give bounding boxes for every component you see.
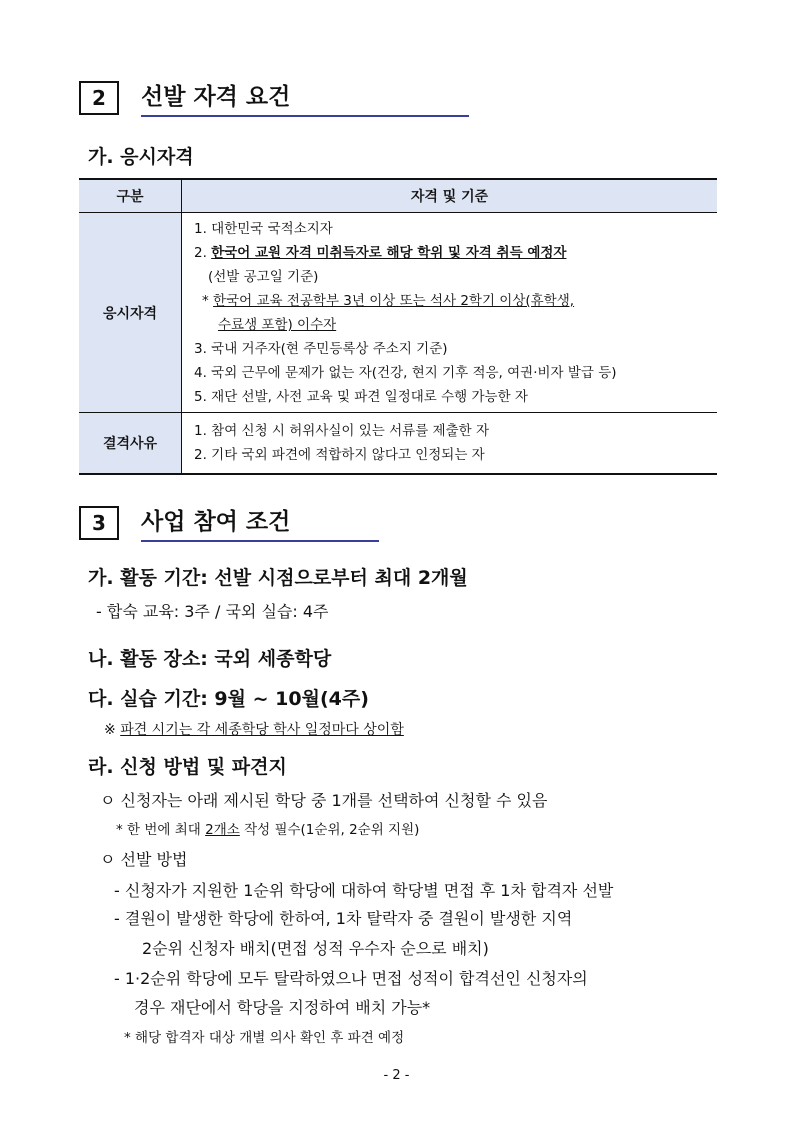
qualification-table [79,178,717,475]
criteria-note-cont [194,313,707,337]
note-text: 파견 시기는 각 세종학당 학사 일정마다 상이함 [120,722,404,738]
note-emphasis: 2개소 [205,822,240,838]
table-header-category: 구분 [79,179,182,213]
criteria-item: 4. 국외 근무에 문제가 없는 자(건강, 현지 기후 적응, 여권·비자 발급 등) [194,365,617,381]
selection-item-cont: 경우 재단에서 학당을 지정하여 배치 가능* [134,998,431,1017]
row-label-eligibility: 응시자격 [79,213,182,413]
table-row [79,413,717,475]
note-mark: ※ [104,722,121,738]
activity-place-title: 나. 활동 장소: 국외 세종학당 [88,648,332,670]
page-number: - 2 - [383,1068,410,1083]
criteria-item: (선발 공고일 기준) [208,269,319,285]
note-text: * 한 번에 최대 [116,822,206,838]
note-text: 수료생 포함) 이수자 [218,317,337,333]
section-2-header [79,81,479,117]
row-label-disqualification: 결격사유 [79,413,182,475]
disqualification-criteria [182,413,718,475]
section-number-box: 2 [79,81,119,115]
table-header-row [79,179,717,213]
criteria-item: 2. 기타 국외 파견에 적합하지 않다고 인정되는 자 [194,447,485,463]
selection-item-cont: 2순위 신청자 배치(면접 성적 우수자 순으로 배치) [142,939,489,958]
selection-item: - 1·2순위 학당에 모두 탈락하였으나 면접 성적이 합격선인 신청자의 [114,969,588,988]
criteria-note [194,289,707,313]
practice-period-note [104,719,404,739]
selection-item: - 결원이 발생한 학당에 한하여, 1차 탈락자 중 결원이 발생한 지역 [114,909,573,928]
eligibility-criteria [182,213,718,413]
activity-period-detail: - 합숙 교육: 3주 / 국외 실습: 4주 [96,602,329,621]
note-text: 작성 필수(1순위, 2순위 지원) [239,822,420,838]
criteria-emphasis: 한국어 교원 자격 미취득자로 해당 학위 및 자격 취득 예정자 [211,245,567,261]
criteria-item: 3. 국내 거주자(현 주민등록상 주소지 기준) [194,341,448,357]
note-text: 한국어 교육 전공학부 3년 이상 또는 석사 2학기 이상(휴학생, [213,293,575,309]
criteria-item [194,241,707,265]
section-number-box: 3 [79,506,119,540]
section-title-underline [141,115,469,117]
selection-note: * 해당 합격자 대상 개별 의사 확인 후 파견 예정 [124,1030,405,1046]
criteria-item: 1. 대한민국 국적소지자 [194,221,333,237]
section-title: 사업 참여 조건 [141,509,291,535]
activity-period-title: 가. 활동 기간: 선발 시점으로부터 최대 2개월 [88,567,468,589]
table-header-criteria: 자격 및 기준 [182,179,718,213]
selection-item: - 신청자가 지원한 1순위 학당에 대하여 학당별 면접 후 1차 합격자 선발 [114,881,614,900]
application-bullet: ㅇ 신청자는 아래 제시된 학당 중 1개를 선택하여 신청할 수 있음 [100,791,548,810]
note-mark: * [202,293,214,309]
criteria-item: 1. 참여 신청 시 허위사실이 있는 서류를 제출한 자 [194,423,489,439]
section-title: 선발 자격 요건 [141,84,291,110]
practice-period-title: 다. 실습 기간: 9월 ~ 10월(4주) [88,688,369,710]
table-row [79,213,717,413]
selection-bullet: ㅇ 선발 방법 [100,850,188,869]
section-title-underline [141,540,379,542]
section-3-header [79,506,479,542]
criteria-number: 2. [194,245,212,261]
subsection-title: 가. 응시자격 [88,146,194,168]
application-note [116,818,419,838]
application-title: 라. 신청 방법 및 파견지 [88,756,287,778]
criteria-item: 5. 재단 선발, 사전 교육 및 파견 일정대로 수행 가능한 자 [194,389,528,405]
